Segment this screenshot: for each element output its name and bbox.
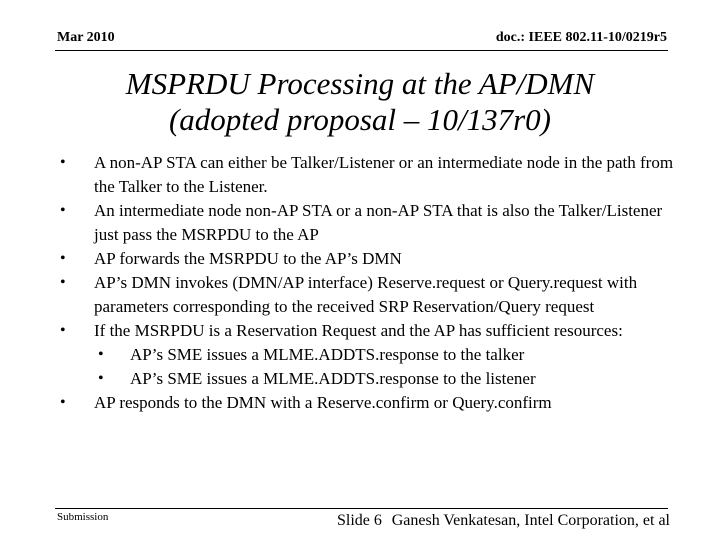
sub-bullet-item — [94, 367, 676, 391]
bullet-item — [56, 271, 676, 319]
bullet-marker: • — [60, 322, 66, 339]
sub-bullet-text: AP’s SME issues a MLME.ADDTS.response to the listener — [130, 369, 536, 388]
header-date: Mar 2010 — [57, 30, 115, 45]
title-line-2: (adopted proposal – 10/137r0) — [168, 102, 552, 137]
footer-author: Ganesh Venkatesan, Intel Corporation, et al — [391, 512, 670, 529]
bullet-marker: • — [60, 154, 66, 171]
bullet-text: A non-AP STA can either be Talker/Listener or an intermediate node in the path from the Talker to the Listener. — [94, 153, 674, 196]
bullet-text: AP responds to the DMN with a Reserve.confirm or Query.confirm — [94, 393, 552, 412]
bullet-marker: • — [60, 274, 66, 291]
header-doc-id: doc.: IEEE 802.11-10/0219r5 — [495, 30, 667, 45]
bullet-marker: • — [60, 202, 66, 219]
bullet-list — [56, 151, 676, 415]
slide-title — [40, 66, 680, 138]
title-line-1: MSPRDU Processing at the AP/DMN — [125, 66, 595, 101]
bullet-item — [56, 151, 676, 199]
footer-submission: Submission — [57, 511, 109, 523]
bullet-item — [56, 247, 676, 271]
sub-bullet-marker: • — [98, 370, 104, 387]
header-rule — [55, 50, 668, 51]
bullet-text: If the MSRPDU is a Reservation Request and the AP has sufficient resources: — [94, 321, 623, 340]
footer-slide-number: Slide 6 — [337, 512, 382, 529]
sub-bullet-text: AP’s SME issues a MLME.ADDTS.response to the talker — [130, 345, 525, 364]
footer-rule — [55, 508, 668, 509]
bullet-item — [56, 199, 676, 247]
sub-bullet-list — [94, 343, 676, 391]
bullet-item — [56, 391, 676, 415]
sub-bullet-marker: • — [98, 346, 104, 363]
bullet-item — [56, 319, 676, 391]
sub-bullet-item — [94, 343, 676, 367]
bullet-text: AP forwards the MSRPDU to the AP’s DMN — [94, 249, 402, 268]
bullet-text: AP’s DMN invokes (DMN/AP interface) Reserve.request or Query.request with parameters corresponding to the received SRP Reservation/Query request — [94, 273, 638, 316]
bullet-text: An intermediate node non-AP STA or a non-AP STA that is also the Talker/Listener just pass the MSRPDU to the AP — [94, 201, 663, 244]
bullet-marker: • — [60, 250, 66, 267]
bullet-marker: • — [60, 394, 66, 411]
